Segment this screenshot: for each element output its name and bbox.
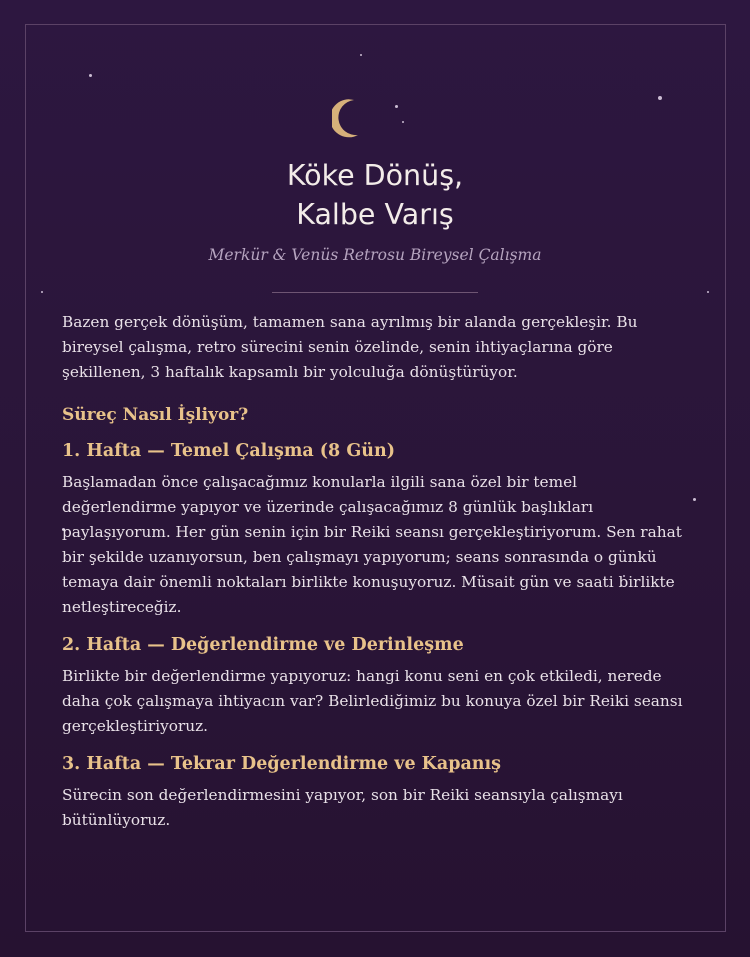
week-3-heading: 3. Hafta — Tekrar Değerlendirme ve Kapanış <box>62 754 502 774</box>
process-heading: Süreç Nasıl İşliyor? <box>62 405 249 425</box>
star-decoration <box>402 121 404 123</box>
star-decoration <box>693 498 696 501</box>
star-decoration <box>395 105 398 108</box>
divider <box>272 292 478 293</box>
crescent-moon-icon <box>332 98 362 138</box>
page-title <box>0 156 750 234</box>
subtitle: Merkür & Venüs Retrosu Bireysel Çalışma <box>208 246 542 264</box>
intro-paragraph: Bazen gerçek dönüşüm, tamamen sana ayrılmış bir alanda gerçekleşir. Bu bireysel çalışma, retro sürecini senin özelinde, senin ihtiyaçlarına göre şekillenen, 3 haftalık kapsamlı bir yolculuğa dönüştürüyor. <box>62 313 638 381</box>
title-line-1: Köke Dönüş, <box>286 159 464 192</box>
main-content <box>62 310 687 833</box>
star-decoration <box>658 96 662 100</box>
week-1-text: Başlamadan önce çalışacağımız konularla ilgili sana özel bir temel değerlendirme yapıyor ve üzerinde çalışacağımız 8 günlük başlıkları paylaşıyorum. Her gün senin için bir Reiki seansı gerçekleştiriyorum. Sen rahat bir şekilde uzanıyorsun, ben çalışmayı yapıyorum; seans sonrasında o günkü temaya dair önemli noktaları birlikte konuşuyoruz. Müsait gün ve saati birlikte netleştireceğiz. <box>62 473 682 616</box>
week-2-text: Birlikte bir değerlendirme yapıyoruz: hangi konu seni en çok etkiledi, nerede daha çok çalışmaya ihtiyacın var? Belirlediğimiz bu konuya özel bir Reiki seansı gerçekleştiriyoruz. <box>62 667 683 735</box>
star-decoration <box>89 74 92 77</box>
week-1-heading: 1. Hafta — Temel Çalışma (8 Gün) <box>62 441 395 461</box>
title-line-2: Kalbe Varış <box>296 198 454 231</box>
star-decoration <box>707 291 709 293</box>
star-decoration <box>360 54 362 56</box>
week-3-text: Sürecin son değerlendirmesini yapıyor, son bir Reiki seansıyla çalışmayı bütünlüyoruz. <box>62 786 623 829</box>
star-decoration <box>41 291 43 293</box>
week-2-heading: 2. Hafta — Değerlendirme ve Derinleşme <box>62 635 464 655</box>
